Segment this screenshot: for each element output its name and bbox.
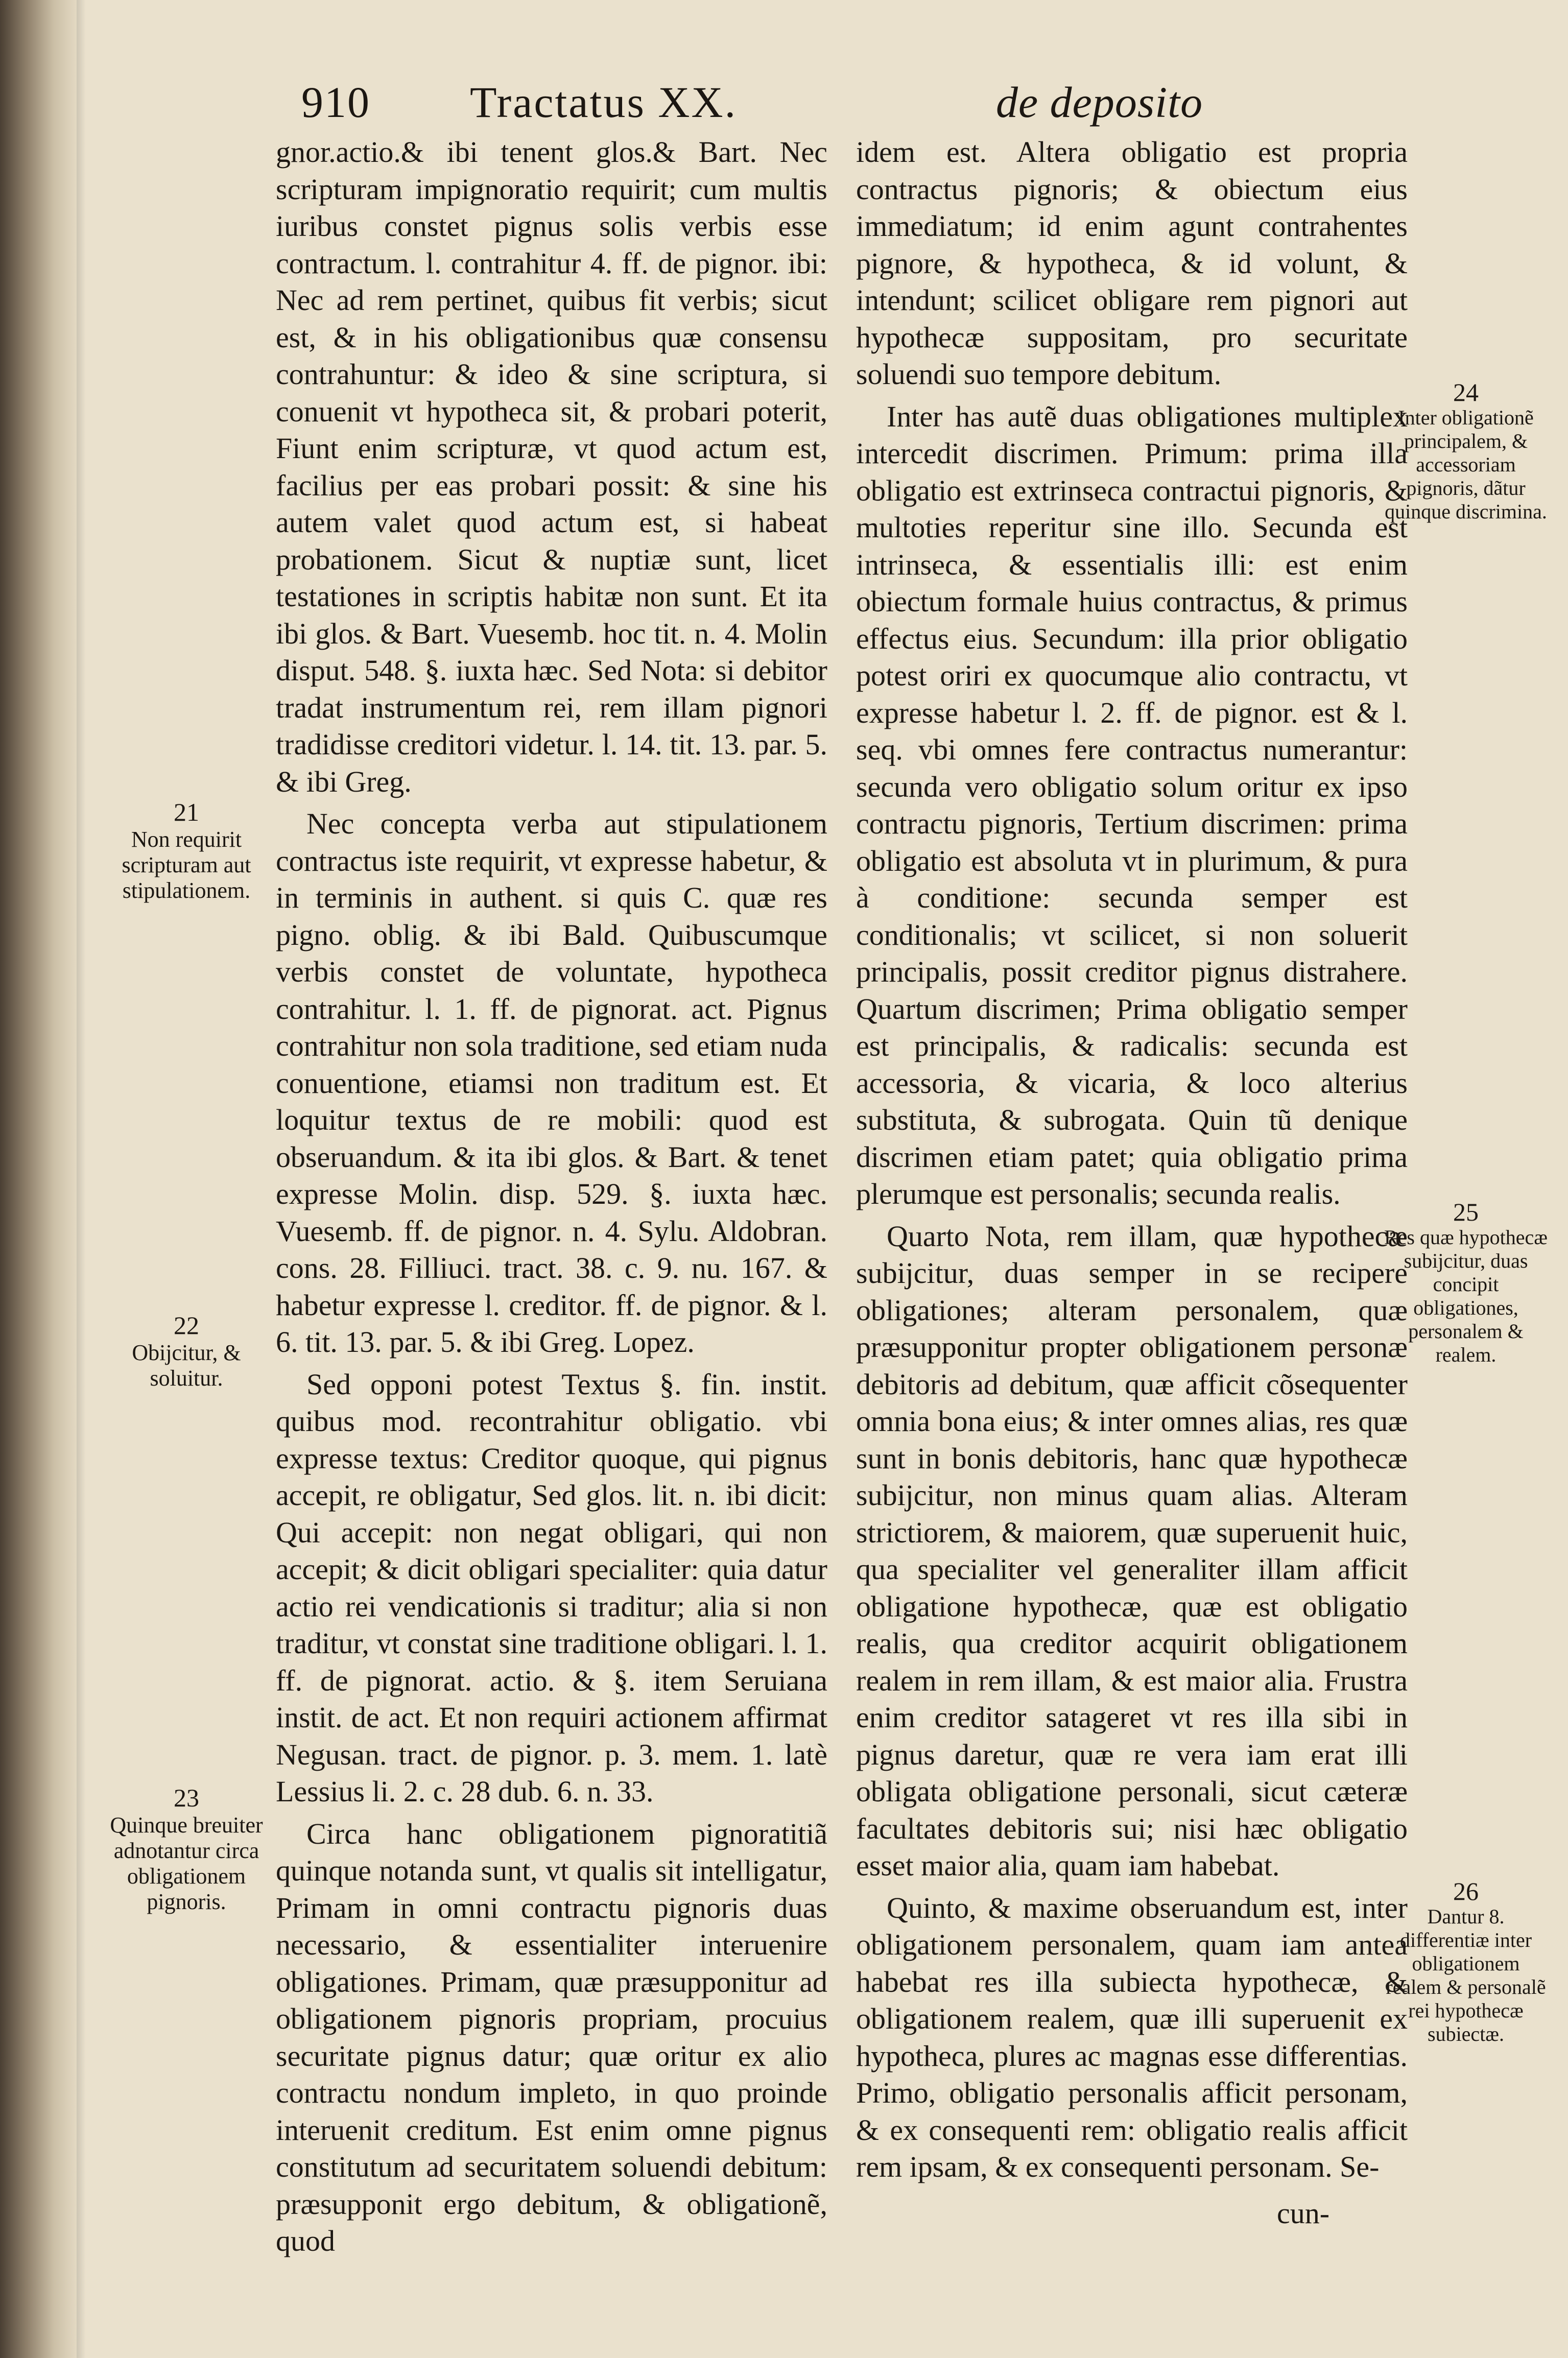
- margin-note-23: [102, 1785, 271, 1915]
- book-binding: [0, 0, 77, 2358]
- margin-note-text: Non requirit scripturam aut stipulationem.: [122, 827, 251, 903]
- text-column-left: [276, 134, 827, 2257]
- paragraph: Quinto, & maxime obseruandum est, inter obligationem personalem, quam iam antea habebat res illa subiecta hypothecæ, & obligationem realem, quæ illi superuenit ex hypotheca, plures ac magnas esse differentias. Primo, obligatio personalis afficit personam, & ex consequenti rem: obligatio realis afficit rem ipsam, & ex consequenti personam. Se-: [856, 1891, 1408, 2183]
- margin-note-26: [1384, 1879, 1548, 2046]
- margin-note-number: 22: [174, 1311, 199, 1340]
- catchword: cun-: [1277, 2197, 1330, 2230]
- running-head-subject: de deposito: [996, 78, 1203, 127]
- paragraph: Sed opponi potest Textus §. fin. instit. quibus mod. recontrahitur obligatio. vbi expresse textus: Creditor quoque, qui pignus accepit, re obligatur, Sed glos. lit. n. ibi dicit: Qui accepit: non negat obligari, qui non accepit; & dicit obligari specialiter: quia datur actio rei vendicationis si traditur; alia si non traditur, vt constat sine traditione obligari. l. 1. ff. de pignorat. actio. & §. item Seruiana instit. de act. Et non requiri actionem affirmat Negusan. tract. de pignor. p. 3. mem. 1. latè Lessius li. 2. c. 28 dub. 6. n. 33.: [276, 1367, 827, 1808]
- page-number: 910: [301, 78, 370, 127]
- margin-note-text: Inter obligationẽ principalem, & accessoriam pignoris, dãtur quinque discrimina.: [1385, 406, 1547, 523]
- paragraph: Quarto Nota, rem illam, quæ hypothecæ subijcitur, duas semper in se recipere obligationes; alteram personalem, quæ præsupponitur propter obligationem personæ debitoris ad debitum, quæ afficit cõsequenter omnia bona eius; & inter omnes alias, res quæ sunt in bonis debitoris, hanc quæ hypothecæ subijcitur, non minus quam alias. Alteram strictiorem, & maiorem, quæ superuenit huic, qua specialiter vel generaliter illam afficit obligatione hypothecæ, quæ est obligatio realis, qua creditor acquirit obligationem realem in rem illam, & est maior alia. Frustra enim creditor satageret vt res illa sibi in pignus daretur, quæ re vera iam erat illi obligata obligatione personali, sicut cæteræ facultates debitoris sui; nisi hæc obligatio esset maior alia, quam iam habebat.: [856, 1219, 1408, 1882]
- paragraph: Circa hanc obligationem pignoratitiã quinque notanda sunt, vt qualis sit intelligatur, Primam in omni contractu pignoris duas necessario, & essentialiter interuenire obligationes. Primam, quæ præsupponitur ad obligationem pignoris propriam, procuius securitate pignus datur; quæ oritur ex alio contractu nondum impleto, in quo proinde interuenit creditum. Est enim omne pignus constitutum ad securitatem soluendi debitum: præsupponit ergo debitum, & obligationẽ, quod: [276, 1817, 827, 2257]
- margin-note-21: [102, 799, 271, 903]
- paragraph: idem est. Altera obligatio est propria contractus pignoris; & obiectum eius immediatum; id enim agunt contrahentes pignore, & hypotheca, & id volunt, & intendunt; scilicet obligare rem pignori aut hypothecæ suppositam, pro securitate soluendi suo tempore debitum.: [856, 135, 1408, 391]
- paragraph: Nec concepta verba aut stipulationem contractus iste requirit, vt expresse habetur, & in terminis in authent. si quis C. quæ res pigno. oblig. & ibi Bald. Quibuscumque verbis constet de voluntate, hypotheca contrahitur. l. 1. ff. de pignorat. act. Pignus contrahitur non sola traditione, sed etiam nuda conuentione, etiamsi non traditum est. Et loquitur textus de re mobili: quod est obseruandum. & ita ibi glos. & Bart. & tenet expresse Molin. disp. 529. §. iuxta hæc. Vuesemb. ff. de pignor. n. 4. Sylu. Aldobran. cons. 28. Filliuci. tract. 38. c. 9. nu. 167. & habetur expresse l. creditor. ff. de pignor. & l. 6. tit. 13. par. 5. & ibi Greg. Lopez.: [276, 807, 827, 1359]
- text-column-right: [856, 134, 1408, 2223]
- margin-note-number: 21: [174, 798, 199, 826]
- margin-note-number: 23: [174, 1783, 199, 1812]
- paragraph: gnor.actio.& ibi tenent glos.& Bart. Nec scripturam impignoratio requirit; cum multis iuribus constet pignus solis verbis esse contractum. l. contrahitur 4. ff. de pignor. ibi: Nec ad rem pertinet, quibus fit verbis; sicut est, & in his obligationibus quæ consensu contrahuntur: & ideo & sine scriptura, si conuenit vt hypotheca sit, & probari poterit, Fiunt enim scripturæ, vt quod actum est, facilius per eas probari possit: & sine his autem valet quod actum est, si habeat probationem. Sicut & nuptiæ sunt, licet testationes in scriptis habitæ non sunt. Et ita ibi glos. & Bart. Vuesemb. hoc tit. n. 4. Molin disput. 548. §. iuxta hæc. Sed Nota: si debitor tradat instrumentum rei, rem illam pignori tradidisse creditori videtur. l. 14. tit. 13. par. 5. & ibi Greg.: [276, 135, 827, 798]
- page-header: [301, 77, 1451, 133]
- margin-note-24: [1384, 380, 1548, 523]
- margin-note-text: Quinque breuiter adnotantur circa obligationem pignoris.: [110, 1813, 263, 1914]
- margin-note-text: Obijcitur, & soluitur.: [132, 1340, 241, 1391]
- margin-note-text: Res quæ hypothecæ subijcitur, duas concipit obligationes, personalem & realem.: [1384, 1226, 1548, 1366]
- margin-note-25: [1384, 1200, 1548, 1367]
- margin-note-22: [102, 1313, 271, 1391]
- paragraph: Inter has autẽ duas obligationes multiplex intercedit discrimen. Primum: prima illa obligatio est extrinseca contractui pignoris, & multoties reperitur sine illo. Secunda est intrinseca, & essentialis illi: est enim obiectum formale huius contractus, & primus effectus eius. Secundum: illa prior obligatio potest oriri ex quocumque alio contractu, vt expresse habetur l. 2. ff. de pignor. est & l. seq. vbi omnes fere contractus numerantur: secunda vero obligatio solum oritur ex ipso contractu pignoris, Tertium discrimen: prima obligatio est absoluta vt in plurimum, & pura à conditione: secunda semper est conditionalis; vt scilicet, si non soluerit principalis, possit creditor pignus distrahere. Quartum discrimen; Prima obligatio semper est principalis, & radicalis: secunda est accessoria, & vicaria, & loco alterius substituta, & subrogata. Quin tũ denique discrimen etiam patet; quia obligatio prima plerumque est personalis; secunda realis.: [856, 399, 1408, 1210]
- margin-note-number: 24: [1453, 378, 1479, 407]
- running-head-title: Tractatus XX.: [470, 78, 738, 127]
- margin-note-number: 25: [1453, 1198, 1479, 1226]
- margin-note-number: 26: [1453, 1877, 1479, 1906]
- margin-note-text: Dantur 8. differentiæ inter obligationem realem & personalẽ rei hypothecæ subiectæ.: [1386, 1905, 1546, 2045]
- gutter-shadow: [77, 0, 86, 2358]
